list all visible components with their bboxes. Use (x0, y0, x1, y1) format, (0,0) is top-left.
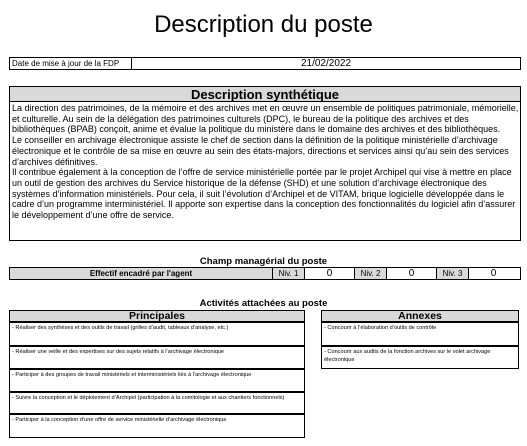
principale-activity: - Réaliser une veille et des expertises sur des sujets relatifs à l’archivage électronique (9, 346, 305, 369)
annexes-header: Annexes (321, 310, 519, 322)
level-1-value: 0 (304, 268, 354, 279)
principale-activity: - Réaliser des synthèses et des outils de travail (grilles d’audit, tableaux d’analyse, etc.) (9, 322, 305, 346)
synthese-text (12, 103, 519, 221)
level-2-label: Niv. 2 (354, 268, 386, 279)
level-1-label: Niv. 1 (272, 268, 304, 279)
synthese-paragraph: Il contribue également à la conception de l’offre de service ministérielle portée par le projet Archipel qui vise à mettre en place un outil de gestion des archives du Service historique de la défense (SHD) et une solution d’archivage électronique des systèmes d’information ministériels. Pour cela, il suit l’évolution d’Archipel et de VITAM, brique logicielle développée dans le cadre d’un programme interministériel. Il apporte son expertise dans la conception des fonctionnalités du logiciel afin d’assurer le développement d’une offre de service. (12, 167, 516, 221)
synthese-title: Description synthétique (9, 86, 521, 102)
fdp-date-label: Date de mise à jour de la FDP (9, 57, 131, 70)
principale-activity: - Suivre la conception et le déploiement d’Archipel (participation à la comitologie et aux chantiers fonctionnels) (9, 392, 305, 414)
managerial-label: Effectif encadré par l'agent (10, 268, 272, 279)
annexe-activity: - Concourir à l’élaboration d’outils de contrôle (321, 322, 519, 346)
synthese-paragraph: Le conseiller en archivage électronique assiste le chef de section dans la définition de la politique ministérielle d’archivage électronique et le contrôle de sa mise en œuvre au sein des états-majors, directions et services ainsi qu’au sein des services d’archives définitives. (12, 135, 509, 167)
principale-activity: - Participer à la conception d’une offre de service ministérielle d’archivage électronique (9, 414, 305, 438)
level-3-value: 0 (468, 268, 518, 279)
managerial-table (9, 267, 521, 280)
fdp-date-value: 21/02/2022 (131, 57, 521, 70)
level-3-label: Niv. 3 (436, 268, 468, 279)
page-title: Description du poste (154, 11, 373, 38)
level-2-value: 0 (386, 268, 436, 279)
principales-header: Principales (9, 310, 305, 322)
managerial-title: Champ managérial du poste (199, 256, 328, 267)
synthese-paragraph: La direction des patrimoines, de la mémoire et des archives met en œuvre un ensemble de politiques patrimoniale, mémorielle, et culturelle. Au sein de la délégation des patrimoines culturels (DPC), le bureau de la politique des archives et des bibliothèques (BPAB) conçoit, anime et évalue la politique du ministère dans le domaine des archives et des bibliothèques. (12, 103, 519, 135)
annexe-activity: - Concourir aux audits de la fonction archives sur le volet archivage électronique (321, 346, 519, 369)
principale-activity: - Participer à des groupes de travail ministériels et interministériels liés à l’archivage électronique (9, 369, 305, 392)
activities-title: Activités attachées au poste (199, 298, 328, 309)
